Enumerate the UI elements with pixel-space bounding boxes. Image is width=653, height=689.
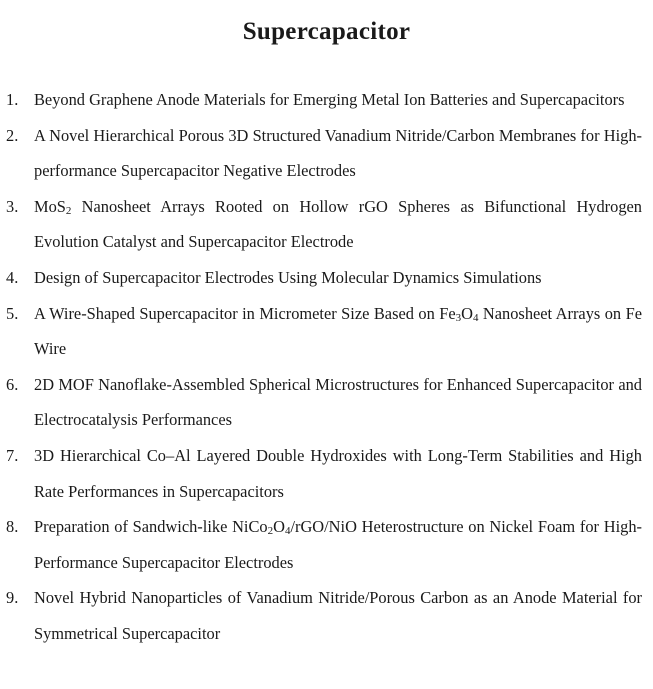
- list-item-title: [34, 367, 642, 438]
- list-item-number: 1.: [6, 90, 19, 109]
- list-item-title: [34, 260, 642, 296]
- title-text: MoS: [34, 196, 66, 216]
- list-item: [6, 509, 642, 580]
- title-text: Nanosheet Arrays on Fe Wire: [34, 303, 642, 359]
- list-item-title: [34, 189, 642, 260]
- subscript-text: 3: [455, 311, 462, 324]
- subscript-text: 4: [472, 311, 479, 324]
- list-item: [6, 367, 642, 438]
- list-item: [6, 189, 642, 260]
- list-item-title: [34, 82, 642, 118]
- list-item-title: [34, 118, 642, 189]
- list-item: [6, 296, 642, 367]
- title-text: Beyond Graphene Anode Materials for Emerging Metal Ion Batteries and Supercapacitors: [34, 90, 625, 109]
- list-item-title: [34, 509, 642, 580]
- list-item-number: 5.: [6, 303, 19, 323]
- list-item: [6, 82, 642, 118]
- reference-list: [6, 82, 642, 652]
- list-item-number: 3.: [6, 196, 19, 216]
- title-text: Preparation of Sandwich-like NiCo: [34, 517, 268, 537]
- title-text: A Wire-Shaped Supercapacitor in Micrometer Size Based on Fe: [34, 303, 456, 323]
- title-text: Design of Supercapacitor Electrodes Using Molecular Dynamics Simulations: [34, 267, 542, 287]
- page-title: Supercapacitor: [242, 18, 411, 45]
- list-item: [6, 260, 642, 296]
- title-text: O: [461, 303, 473, 323]
- list-item: [6, 580, 642, 651]
- list-item-number: 4.: [6, 267, 19, 287]
- title-text: /rGO/NiO Heterostructure on Nickel Foam for High-Performance Supercapacitor Electrodes: [34, 517, 642, 572]
- list-item-number: 7.: [6, 445, 19, 465]
- list-item-title: [34, 296, 642, 367]
- subscript-text: 4: [284, 525, 291, 538]
- title-text: O: [273, 517, 285, 537]
- title-text: 3D Hierarchical Co–Al Layered Double Hydroxides with Long-Term Stabilities and High Rate Performances in Supercapacitors: [34, 445, 642, 501]
- list-item-number: 6.: [6, 374, 19, 394]
- list-item-title: [34, 438, 642, 509]
- list-item-title: [34, 580, 642, 651]
- title-text: A Novel Hierarchical Porous 3D Structured Vanadium Nitride/Carbon Membranes for High-performance Supercapacitor Negative Electrodes: [34, 125, 642, 181]
- list-item-number: 9.: [6, 588, 19, 608]
- title-text: Nanosheet Arrays Rooted on Hollow rGO Spheres as Bifunctional Hydrogen Evolution Catalyst and Supercapacitor Electrode: [34, 196, 642, 252]
- title-text: 2D MOF Nanoflake-Assembled Spherical Microstructures for Enhanced Supercapacitor and Electrocatalysis Performances: [34, 374, 642, 430]
- list-item-number: 2.: [6, 125, 19, 145]
- subscript-text: 2: [267, 525, 274, 538]
- title-text: Novel Hybrid Nanoparticles of Vanadium Nitride/Porous Carbon as an Anode Material for Symmetrical Supercapacitor: [34, 588, 642, 643]
- list-item: [6, 438, 642, 509]
- list-item: [6, 118, 642, 189]
- list-item-number: 8.: [6, 517, 19, 537]
- subscript-text: 2: [65, 204, 72, 217]
